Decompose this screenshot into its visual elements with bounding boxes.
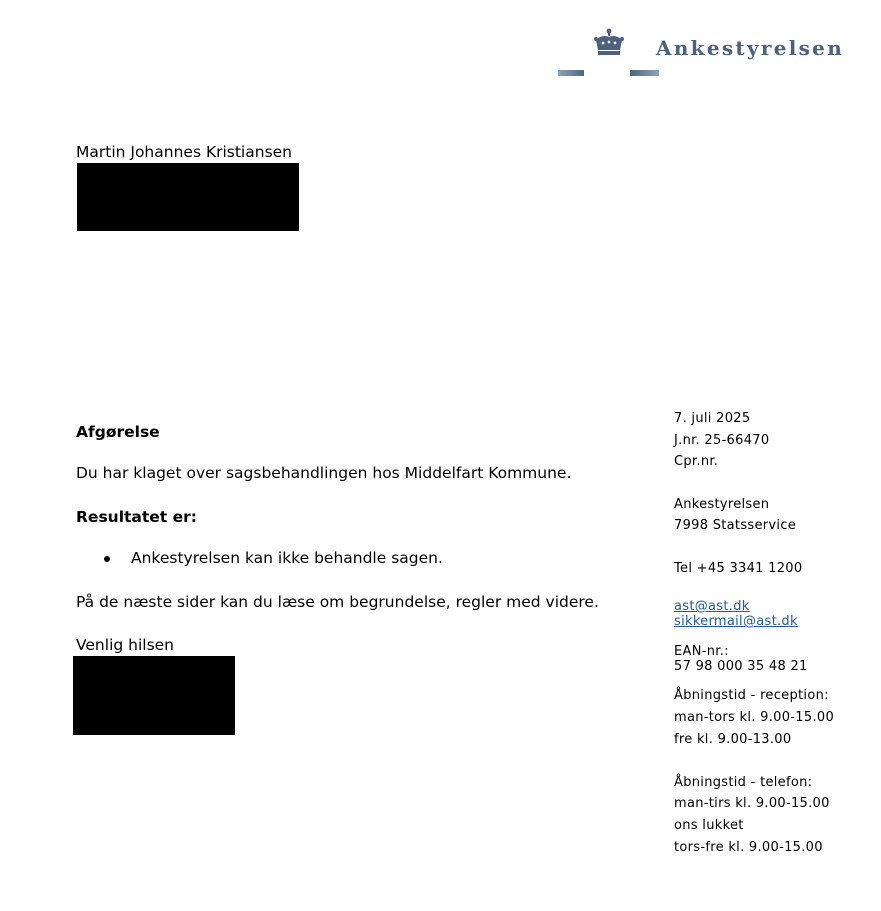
phone-hours-line: ons lukket [674,818,744,833]
result-bullet: Ankestyrelsen kan ikke behandle sagen. [131,549,443,567]
phone-number: Tel +45 3341 1200 [674,561,803,576]
letter-closing: Venlig hilsen [76,636,175,654]
reception-hours-line: fre kl. 9.00-13.00 [674,732,792,747]
letter-date: 7. juli 2025 [674,411,751,426]
journal-number: J.nr. 25-66470 [674,433,770,448]
result-label: Resultatet er: [76,508,197,526]
email-link-wrap [674,599,750,614]
phone-hours-line: man-tirs kl. 9.00-15.00 [674,796,830,811]
ean-label: EAN-nr.: [674,644,729,659]
ean-number: 57 98 000 35 48 21 [674,659,808,674]
org-name: Ankestyrelsen [674,497,770,512]
logo-bar-right [630,70,659,76]
cpr-label: Cpr.nr. [674,454,719,469]
bullet-icon [104,556,110,562]
reception-hours-line: man-tors kl. 9.00-15.00 [674,710,835,725]
org-address: 7998 Statsservice [674,518,797,533]
recipient-name: Martin Johannes Kristiansen [76,143,293,161]
letter-intro: Du har klaget over sagsbehandlingen hos Middelfart Kommune. [76,464,572,482]
crown-icon [592,28,626,58]
secure-email-link[interactable]: sikkermail@ast.dk [674,614,798,629]
reception-hours-title: Åbningstid - reception: [674,688,829,703]
phone-hours-line: tors-fre kl. 9.00-15.00 [674,840,823,855]
logo-bar-left [558,70,584,76]
redacted-address [77,163,299,231]
letter-outro: På de næste sider kan du læse om begrundelse, regler med videre. [76,593,599,611]
phone-hours-title: Åbningstid - telefon: [674,775,813,790]
email-link[interactable]: ast@ast.dk [674,599,750,614]
logo-text: Ankestyrelsen [656,36,845,60]
redacted-signature [73,656,235,735]
letter-heading: Afgørelse [76,423,160,441]
secure-email-link-wrap [674,614,798,629]
